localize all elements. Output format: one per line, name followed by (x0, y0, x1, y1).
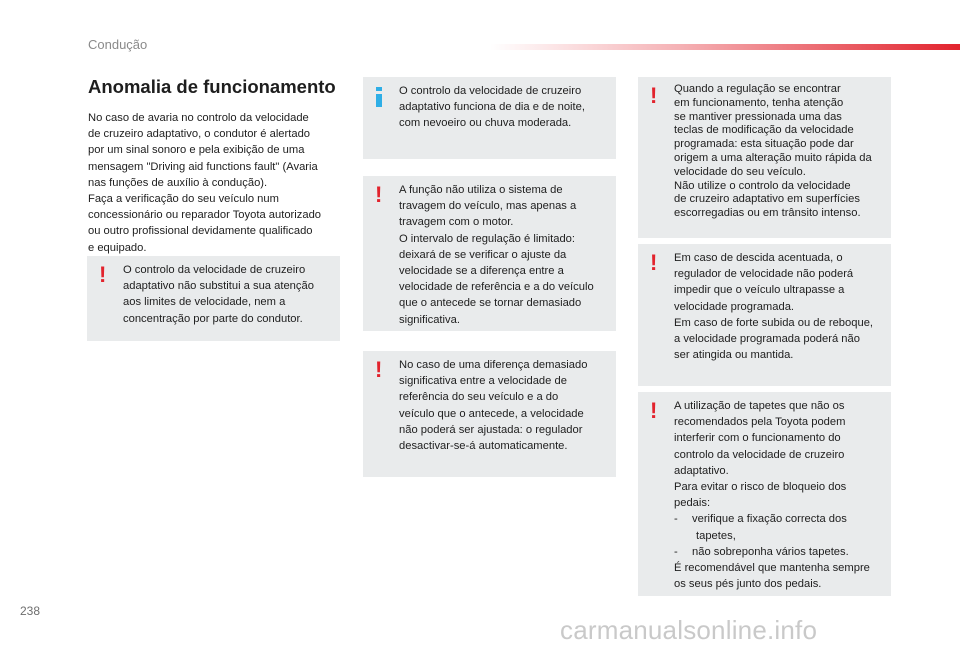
intro-paragraph (88, 110, 344, 256)
warning-box-speed-keys (638, 77, 891, 238)
text-line: adaptativo funciona de dia e de noite, (399, 101, 585, 114)
bullet-dash: - (674, 513, 678, 526)
warning-exclamation-icon: ! (650, 398, 658, 423)
warning-exclamation-icon: ! (99, 262, 107, 287)
text-line: origem a uma alteração muito rápida da (674, 151, 872, 164)
warning-exclamation-icon: ! (375, 182, 383, 207)
text-line: velocidade se a diferença entre a (399, 265, 564, 278)
text-line: que o antecede se tornar demasiado (399, 297, 582, 310)
text-line: se mantiver pressionada uma das (674, 110, 842, 123)
text-line: No caso de avaria no controlo da velocidade (88, 112, 309, 124)
warning-exclamation-icon: ! (650, 250, 658, 275)
text-line: interferir com o funcionamento do (674, 432, 841, 445)
text-line: escorregadias ou em trânsito intenso. (674, 207, 861, 220)
text-line: mensagem "Driving aid functions fault" (Avaria (88, 160, 318, 173)
box-text (674, 250, 883, 363)
text-line: O controlo da velocidade de cruzeiro (123, 264, 306, 276)
text-line: nas funções de auxílio à condução). (88, 176, 268, 189)
info-box-day-night (363, 77, 616, 159)
text-line: programada: esta situação pode dar (674, 138, 854, 151)
box-text (399, 357, 608, 454)
page-heading: Anomalia de funcionamento (88, 76, 336, 97)
text-line: referência do seu veículo e a do (399, 391, 559, 404)
warning-box-substitute-attention (87, 256, 340, 341)
text-line: teclas de modificação da velocidade (674, 124, 854, 137)
text-line: significativa. (399, 313, 460, 326)
text-line: velocidade de referência e a do veículo (399, 281, 594, 294)
text-line: em funcionamento, tenha atenção (674, 96, 844, 109)
text-line: a velocidade programada poderá não (674, 333, 860, 346)
text-line: velocidade do seu veículo. (674, 165, 806, 178)
text-line: de cruzeiro adaptativo em superfícies (674, 193, 860, 206)
text-line: regulador de velocidade não poderá (674, 268, 854, 281)
text-line: com nevoeiro ou chuva moderada. (399, 117, 572, 130)
text-line: significativa entre a velocidade de (399, 375, 567, 388)
text-line: impedir que o veículo ultrapasse a (674, 284, 845, 297)
text-line: pedais: (674, 497, 711, 510)
text-line: veículo que o antecede, a velocidade (399, 407, 584, 420)
text-line: adaptativo. (674, 464, 729, 477)
text-line: recomendados pela Toyota podem (674, 416, 846, 429)
text-line: deixará de se verificar o ajuste da (399, 248, 567, 261)
text-line: concentração por parte do condutor. (123, 312, 303, 325)
text-line: O intervalo de regulação é limitado: (399, 232, 575, 245)
text-line: Em caso de descida acentuada, o (674, 252, 843, 264)
text-line: Não utilize o controlo da velocidade (674, 179, 851, 192)
text-line: velocidade programada. (674, 300, 795, 313)
text-line: desactivar-se-á automaticamente. (399, 440, 568, 453)
bullet-dash: - (674, 545, 678, 558)
text-line: ou outro profissional devidamente qualificado (88, 225, 313, 238)
bullet-item: não sobreponha vários tapetes. (692, 545, 849, 558)
text-line: concessionário ou reparador Toyota autorizado (88, 209, 322, 222)
box-text (674, 398, 883, 592)
text-line: os seus pés junto dos pedais. (674, 578, 822, 591)
warning-box-speed-difference (363, 351, 616, 477)
text-line: ser atingida ou mantida. (674, 349, 794, 362)
bullet-continuation: tapetes, (696, 529, 736, 542)
text-line: Em caso de forte subida ou de reboque, (674, 316, 874, 329)
text-line: travagem do veículo, mas apenas a (399, 200, 577, 213)
text-line: Faça a verificação do seu veículo num (88, 193, 279, 206)
box-text (674, 83, 883, 221)
watermark: carmanualsonline.info (560, 615, 818, 645)
warning-box-slopes (638, 244, 891, 386)
page-number: 238 (20, 604, 41, 618)
text-line: travagem com o motor. (399, 216, 514, 229)
bullet-item: verifique a fixação correcta dos (692, 513, 847, 526)
text-line: O controlo da velocidade de cruzeiro (399, 85, 582, 97)
box-text (123, 262, 332, 327)
text-line: Para evitar o risco de bloqueio dos (674, 481, 847, 494)
text-line: adaptativo não substitui a sua atenção (123, 280, 314, 293)
text-line: No caso de uma diferença demasiado (399, 359, 588, 371)
warning-box-braking (363, 176, 616, 331)
section-title: Condução (88, 37, 148, 52)
warning-box-floor-mats (638, 392, 891, 596)
warning-exclamation-icon: ! (650, 83, 658, 108)
text-line: É recomendável que mantenha sempre (674, 562, 870, 575)
box-text (399, 83, 608, 132)
text-line: por um sinal sonoro e pela exibição de uma (88, 144, 305, 157)
text-line: e equipado. (88, 241, 147, 254)
box-text (399, 182, 608, 328)
text-line: aos limites de velocidade, nem a (123, 296, 286, 309)
text-line: de cruzeiro adaptativo, o condutor é alertado (88, 128, 311, 141)
text-line: A utilização de tapetes que não os (674, 400, 845, 412)
header-accent-bar (490, 44, 960, 50)
text-line: controlo da velocidade de cruzeiro (674, 448, 845, 461)
warning-exclamation-icon: ! (375, 357, 383, 382)
text-line: Quando a regulação se encontrar (674, 83, 841, 95)
text-line: A função não utiliza o sistema de (399, 184, 563, 196)
text-line: não poderá ser ajustada: o regulador (399, 423, 583, 436)
left-column (88, 76, 344, 256)
info-icon (376, 87, 382, 107)
